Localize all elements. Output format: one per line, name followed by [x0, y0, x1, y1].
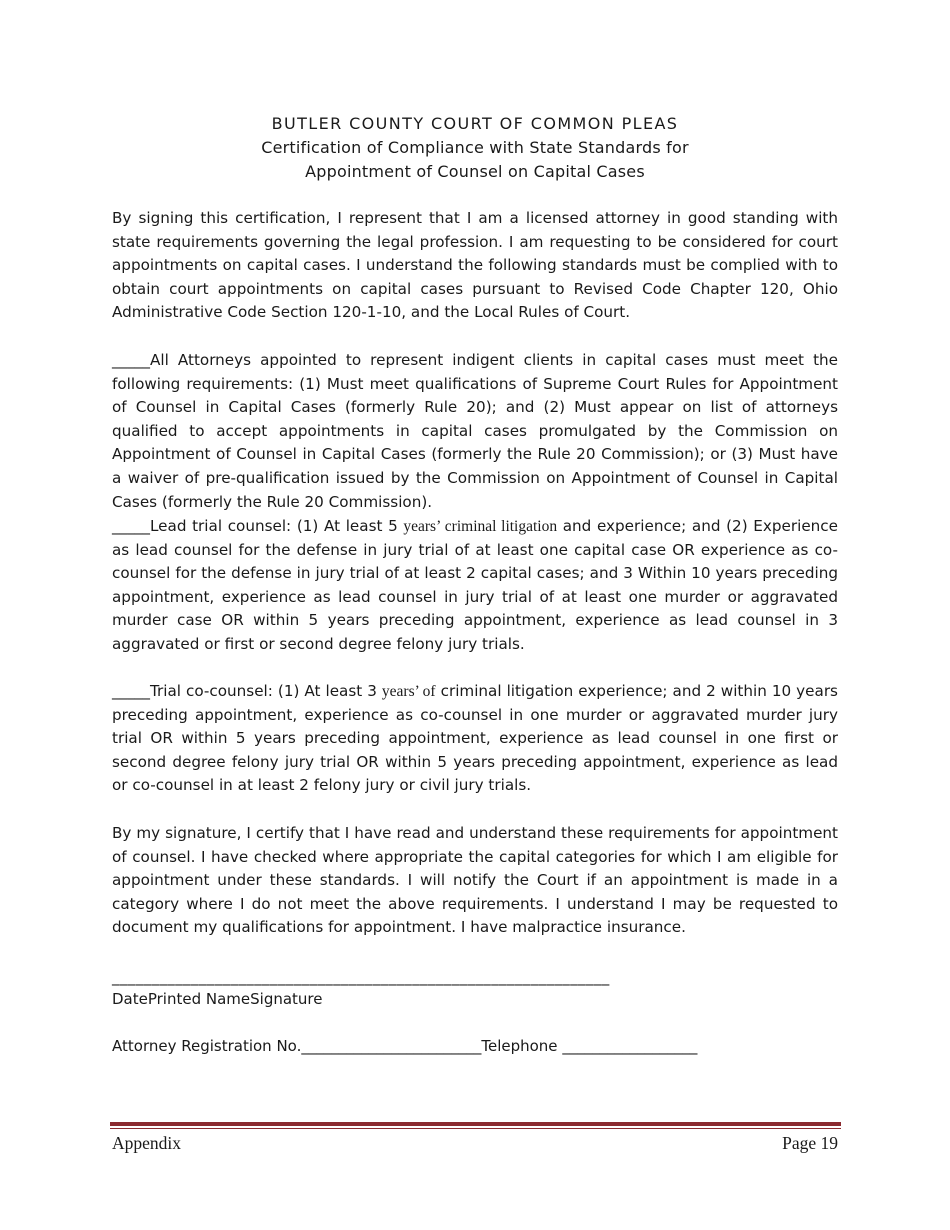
- all-attorneys-paragraph: [112, 349, 838, 514]
- registration-label: Attorney Registration No.: [112, 1037, 302, 1055]
- lead-counsel-checkbox-blank[interactable]: _____: [112, 517, 150, 535]
- page-number: Page 19: [782, 1133, 838, 1153]
- co-counsel-text-b: criminal litigation experience; and 2 within 10 years preceding appointment, experience as co-counsel in one murder or aggravated murder jury trial OR within 5 years preceding appointment, experience as lead counsel in one first or second degree felony jury trial OR within 5 years preceding appointment, experience as lead or co-counsel in at least 2 felony jury or civil jury trials.: [112, 682, 838, 795]
- co-counsel-text-serif: years’ of: [381, 683, 436, 700]
- all-attorneys-checkbox-blank[interactable]: _____: [112, 351, 150, 369]
- document-title: Certification of Compliance with State Standards for: [261, 138, 689, 157]
- lead-counsel-paragraph: [112, 515, 838, 657]
- document-subtitle: Appointment of Counsel on Capital Cases: [305, 162, 645, 181]
- registration-field[interactable]: ________________________: [301, 1037, 482, 1055]
- co-counsel-checkbox-blank[interactable]: _____: [112, 682, 150, 700]
- all-attorneys-text: All Attorneys appointed to represent indigent clients in capital cases must meet the following requirements: (1) Must meet qualifications of Supreme Court Rules for Appointment of Counsel in Capital Cases (formerly Rule 20); and (2) Must appear on list of attorneys qualified to accept appointments in capital cases promulgated by the Commission on Appointment of Counsel in Capital Cases (formerly the Rule 20 Commission); or (3) Must have a waiver of pre-qualification issued by the Commission on Appointment of Counsel in Capital Cases (formerly the Rule 20 Commission).: [112, 351, 838, 511]
- court-name: BUTLER COUNTY COURT OF COMMON PLEAS: [271, 114, 679, 133]
- lead-counsel-text-b: and experience; and (2) Experience as lead counsel for the defense in jury trial of at least one capital case OR experience as co-counsel for the defense in jury trial of at least 2 capital cases; and 3 Within 10 years preceding appointment, experience as lead counsel in jury trial of at least one murder or aggravated murder case OR within 5 years preceding appointment, experience as lead counsel in 3 aggravated or first or second degree felony jury trials.: [112, 517, 838, 653]
- co-counsel-text-a: Trial co-counsel: (1) At least 3: [149, 682, 382, 700]
- footer-appendix-label: Appendix: [112, 1133, 182, 1153]
- lead-counsel-text-a: Lead trial counsel: (1) At least 5: [149, 517, 404, 535]
- signature-labels: DatePrinted NameSignature: [112, 990, 323, 1008]
- lead-counsel-text-serif: years’ criminal litigation: [403, 518, 558, 535]
- intro-paragraph: By signing this certification, I represent that I am a licensed attorney in good standing with state requirements governing the legal profession. I am requesting to be considered for court appointments on capital cases. I understand the following standards must be complied with to obtain court appointments on capital cases pursuant to Revised Code Chapter 120, Ohio Administrative Code Section 120-1-10, and the Local Rules of Court.: [112, 209, 838, 322]
- document-header: [112, 112, 838, 184]
- telephone-field[interactable]: __________________: [562, 1037, 698, 1055]
- footer-rule: [110, 1122, 841, 1126]
- registration-row: [112, 1035, 697, 1057]
- page-footer: [112, 1131, 838, 1155]
- certification-paragraph: By my signature, I certify that I have read and understand these requirements for appointment of counsel. I have checked where appropriate the capital categories for which I am eligible for appointment under these standards. I will notify the Court if an appointment is made in a category where I do not meet the above requirements. I understand I may be requested to document my qualifications for appointment. I have malpractice insurance.: [112, 824, 838, 937]
- signature-line[interactable]: _______________________________________________________________: [112, 968, 610, 986]
- co-counsel-paragraph: [112, 680, 838, 798]
- footer-rule-thin: [110, 1128, 841, 1129]
- telephone-label: Telephone: [481, 1037, 563, 1055]
